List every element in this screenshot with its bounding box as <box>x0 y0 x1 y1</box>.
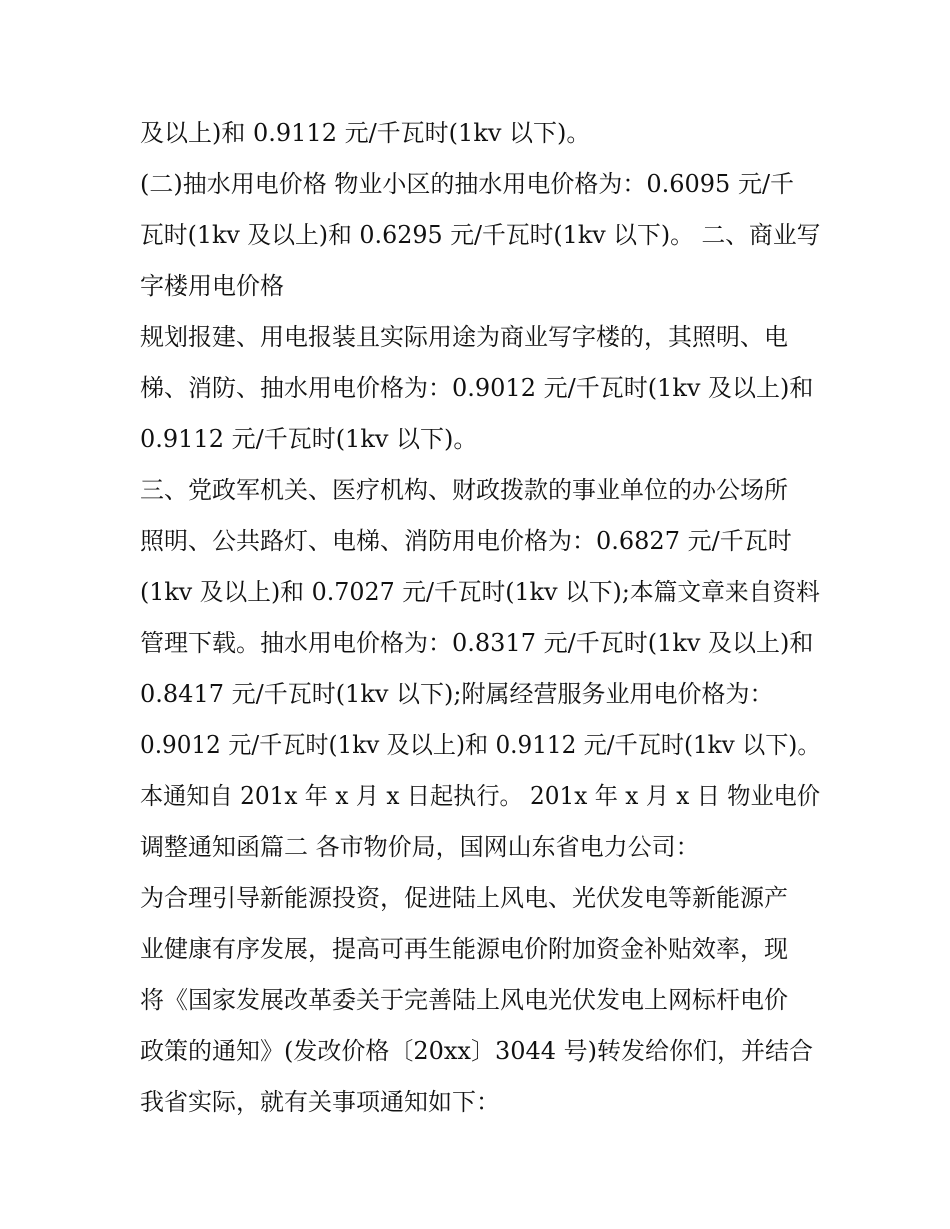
text-line: 0.9112 元/千瓦时(1kv 以下)。 <box>140 425 478 453</box>
text-line: 本通知自 201x 年 x 月 x 日起执行。 201x 年 x 月 x 日 物业电价 <box>140 782 821 810</box>
text-line: 业健康有序发展，提高可再生能源电价附加资金补贴效率，现 <box>140 935 788 963</box>
text-line: 梯、消防、抽水用电价格为：0.9012 元/千瓦时(1kv 及以上)和 <box>140 374 814 402</box>
text-line: 为合理引导新能源投资，促进陆上风电、光伏发电等新能源产 <box>140 884 788 912</box>
text-line: 0.8417 元/千瓦时(1kv 以下);附属经营服务业用电价格为： <box>140 680 774 708</box>
text-line: 字楼用电价格 <box>140 272 284 300</box>
text-line: 及以上)和 0.9112 元/千瓦时(1kv 以下)。 <box>140 119 591 147</box>
text-line: 0.9012 元/千瓦时(1kv 及以上)和 0.9112 元/千瓦时(1kv 以下)。 <box>140 731 821 759</box>
text-line: 瓦时(1kv 及以上)和 0.6295 元/千瓦时(1kv 以下)。 二、商业写 <box>140 221 821 249</box>
text-line: (1kv 及以上)和 0.7027 元/千瓦时(1kv 以下);本篇文章来自资料 <box>140 578 820 606</box>
text-line: 将《国家发展改革委关于完善陆上风电光伏发电上网标杆电价 <box>140 986 788 1014</box>
text-line: 规划报建、用电报装且实际用途为商业写字楼的，其照明、电 <box>140 323 788 351</box>
text-line: 我省实际，就有关事项通知如下： <box>140 1088 500 1116</box>
text-line: 三、党政军机关、医疗机构、财政拨款的事业单位的办公场所 <box>140 476 788 504</box>
text-line: 管理下载。抽水用电价格为：0.8317 元/千瓦时(1kv 及以上)和 <box>140 629 814 657</box>
text-line: 照明、公共路灯、电梯、消防用电价格为：0.6827 元/千瓦时 <box>140 527 792 555</box>
text-line: (二)抽水用电价格 物业小区的抽水用电价格为：0.6095 元/千 <box>140 170 795 198</box>
document-body <box>140 108 820 1128</box>
text-line: 调整通知函篇二 各市物价局，国网山东省电力公司： <box>140 833 700 861</box>
text-line: 政策的通知》(发改价格〔20xx〕3044 号)转发给你们，并结合 <box>140 1037 814 1065</box>
